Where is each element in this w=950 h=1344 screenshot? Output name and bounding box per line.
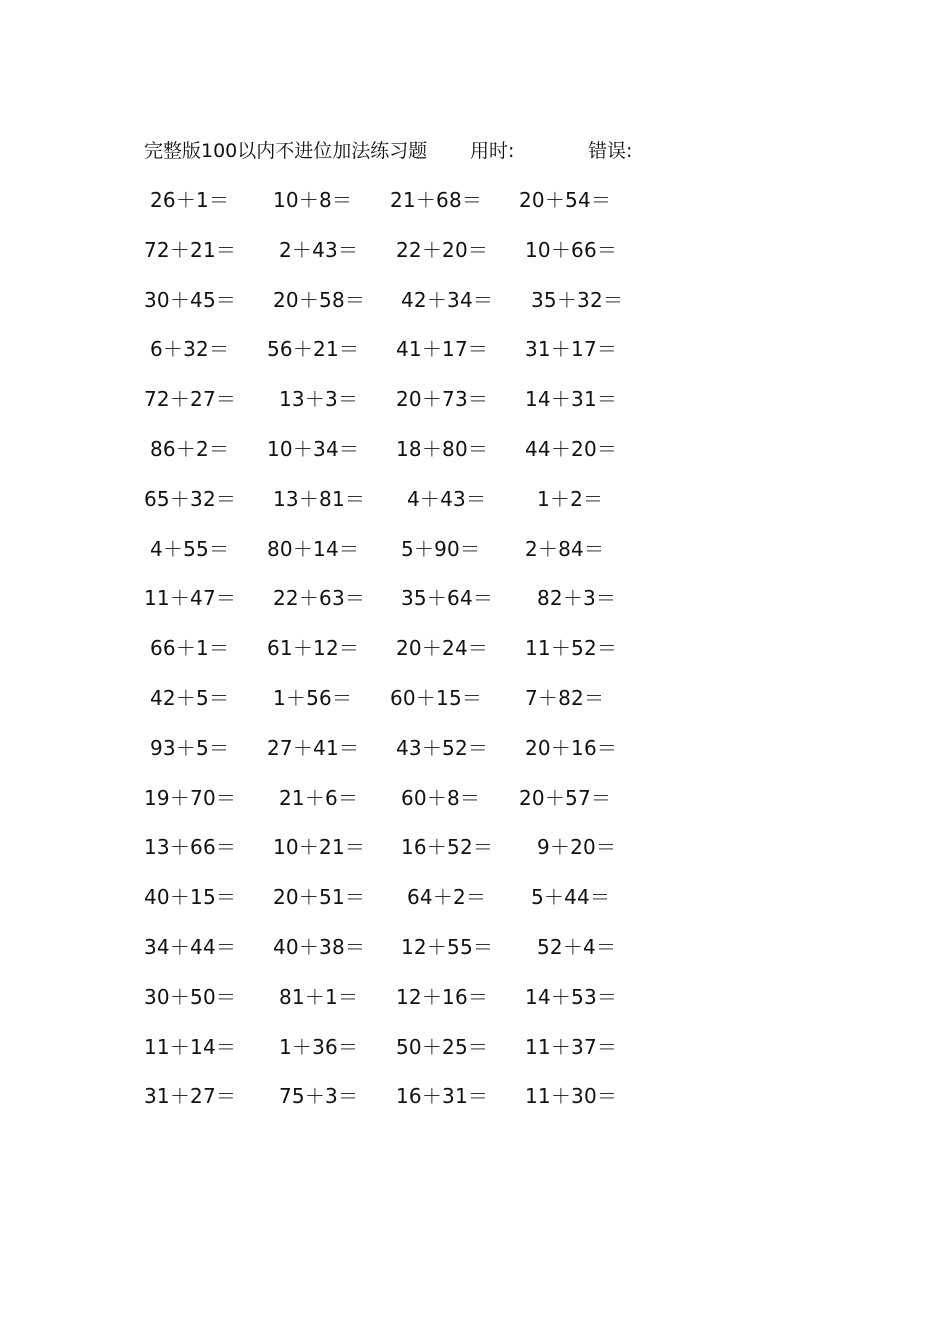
problem-item: 20＋73＝ <box>396 387 489 412</box>
problem-row <box>0 632 700 682</box>
problem-item: 13＋81＝ <box>273 486 366 511</box>
problem-item: 60＋8＝ <box>401 785 481 810</box>
problem-item: 82＋3＝ <box>537 586 617 611</box>
problem-item: 11＋47＝ <box>144 586 237 611</box>
problem-item: 1＋56＝ <box>273 685 353 710</box>
problem-row <box>0 732 700 782</box>
problem-item: 11＋37＝ <box>525 1034 618 1059</box>
problem-item: 22＋63＝ <box>273 586 366 611</box>
problem-row <box>0 981 700 1031</box>
problem-item: 4＋43＝ <box>407 486 487 511</box>
problem-item: 56＋21＝ <box>267 337 360 362</box>
problem-item: 31＋27＝ <box>144 1084 237 1109</box>
problem-row <box>0 782 700 832</box>
problem-item: 20＋57＝ <box>519 785 612 810</box>
problem-item: 35＋32＝ <box>531 287 624 312</box>
worksheet-title: 完整版100以内不进位加法练习题 <box>144 140 428 162</box>
problem-item: 80＋14＝ <box>267 536 360 561</box>
problem-item: 16＋52＝ <box>401 835 494 860</box>
problem-item: 2＋84＝ <box>525 536 605 561</box>
problem-item: 40＋38＝ <box>273 934 366 959</box>
problem-item: 21＋6＝ <box>279 785 359 810</box>
problem-item: 60＋15＝ <box>390 685 483 710</box>
problem-item: 14＋53＝ <box>525 984 618 1009</box>
problem-item: 20＋58＝ <box>273 287 366 312</box>
problem-item: 1＋36＝ <box>279 1034 359 1059</box>
problem-row <box>0 533 700 583</box>
problem-item: 19＋70＝ <box>144 785 237 810</box>
problem-item: 10＋66＝ <box>525 237 618 262</box>
problem-row <box>0 931 700 981</box>
problem-item: 20＋16＝ <box>525 735 618 760</box>
problem-item: 11＋14＝ <box>144 1034 237 1059</box>
problem-item: 7＋82＝ <box>525 685 605 710</box>
problem-item: 14＋31＝ <box>525 387 618 412</box>
problem-item: 10＋8＝ <box>273 188 353 212</box>
problem-row <box>0 1080 700 1130</box>
problem-item: 65＋32＝ <box>144 486 237 511</box>
problem-item: 42＋34＝ <box>401 287 494 312</box>
problem-item: 72＋27＝ <box>144 387 237 412</box>
problem-item: 5＋44＝ <box>531 885 611 910</box>
problem-item: 50＋25＝ <box>396 1034 489 1059</box>
problem-item: 64＋2＝ <box>407 885 487 910</box>
problem-item: 20＋54＝ <box>519 188 612 212</box>
problem-row <box>0 234 700 284</box>
problem-item: 22＋20＝ <box>396 237 489 262</box>
problem-item: 10＋21＝ <box>273 835 366 860</box>
problem-item: 35＋64＝ <box>401 586 494 611</box>
problem-item: 12＋55＝ <box>401 934 494 959</box>
problem-item: 75＋3＝ <box>279 1084 359 1109</box>
problem-item: 13＋3＝ <box>279 387 359 412</box>
problem-item: 12＋16＝ <box>396 984 489 1009</box>
problem-item: 81＋1＝ <box>279 984 359 1009</box>
problem-item: 20＋24＝ <box>396 636 489 661</box>
problem-item: 61＋12＝ <box>267 636 360 661</box>
problem-item: 4＋55＝ <box>150 536 230 561</box>
problem-row <box>0 483 700 533</box>
problem-item: 72＋21＝ <box>144 237 237 262</box>
problem-row <box>0 383 700 433</box>
problem-item: 34＋44＝ <box>144 934 237 959</box>
problem-item: 21＋68＝ <box>390 188 483 212</box>
problem-item: 31＋17＝ <box>525 337 618 362</box>
problem-item: 11＋52＝ <box>525 636 618 661</box>
problem-item: 6＋32＝ <box>150 337 230 362</box>
problem-item: 13＋66＝ <box>144 835 237 860</box>
problem-item: 9＋20＝ <box>537 835 617 860</box>
problem-item: 43＋52＝ <box>396 735 489 760</box>
problem-row <box>0 333 700 383</box>
problem-row <box>0 831 700 881</box>
problem-item: 93＋5＝ <box>150 735 230 760</box>
problem-item: 26＋1＝ <box>150 188 230 212</box>
problem-row <box>0 433 700 483</box>
problem-item: 30＋50＝ <box>144 984 237 1009</box>
problem-item: 18＋80＝ <box>396 436 489 461</box>
problem-item: 86＋2＝ <box>150 436 230 461</box>
problem-row <box>0 284 700 334</box>
problem-item: 10＋34＝ <box>267 436 360 461</box>
problem-item: 16＋31＝ <box>396 1084 489 1109</box>
problem-row <box>0 582 700 632</box>
problem-item: 5＋90＝ <box>401 536 481 561</box>
problem-item: 30＋45＝ <box>144 287 237 312</box>
problem-item: 52＋4＝ <box>537 934 617 959</box>
problem-item: 40＋15＝ <box>144 885 237 910</box>
problem-item: 66＋1＝ <box>150 636 230 661</box>
problem-row <box>0 1031 700 1081</box>
problem-item: 27＋41＝ <box>267 735 360 760</box>
problem-item: 42＋5＝ <box>150 685 230 710</box>
problem-row <box>0 682 700 732</box>
problem-item: 1＋2＝ <box>537 486 604 511</box>
problem-row <box>0 184 700 234</box>
problem-item: 2＋43＝ <box>279 237 359 262</box>
problem-row <box>0 881 700 931</box>
time-label: 用时: <box>470 140 515 162</box>
worksheet-header <box>144 136 664 166</box>
error-label: 错误: <box>588 140 633 162</box>
problem-item: 11＋30＝ <box>525 1084 618 1109</box>
problem-item: 44＋20＝ <box>525 436 618 461</box>
problem-grid <box>0 184 700 1130</box>
problem-item: 41＋17＝ <box>396 337 489 362</box>
problem-item: 20＋51＝ <box>273 885 366 910</box>
